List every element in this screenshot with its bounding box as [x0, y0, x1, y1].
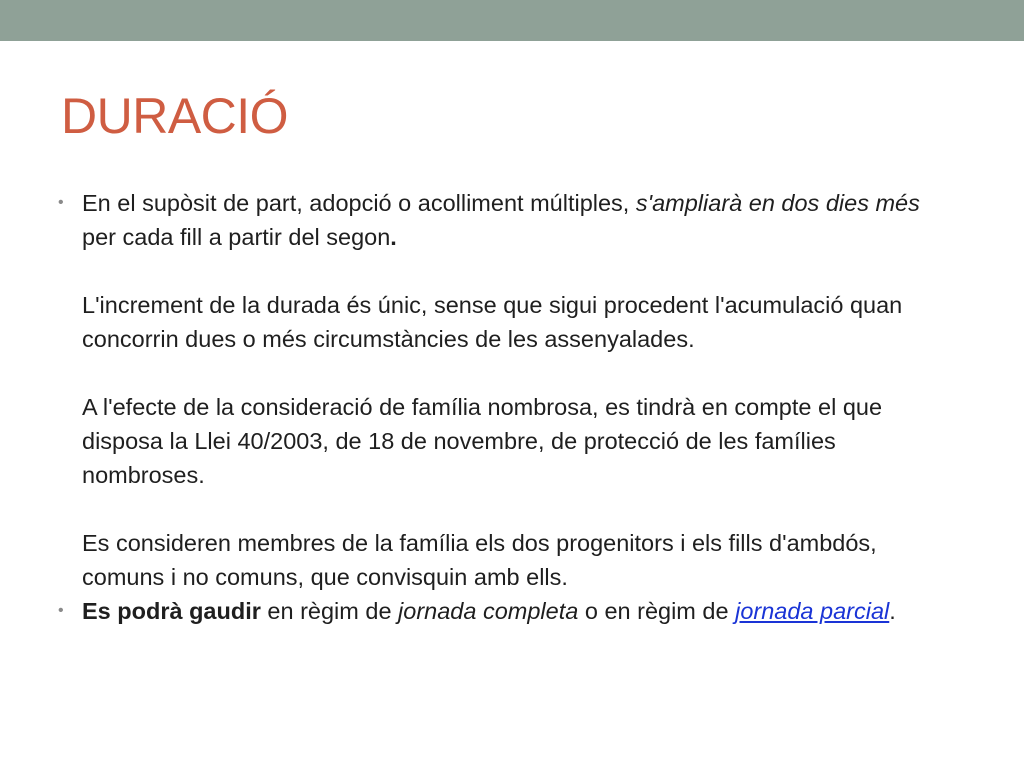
text-segment: En el supòsit de part, adopció o acolliment múltiples,: [82, 190, 636, 216]
paragraph-working-regime: [82, 594, 942, 628]
paragraph-large-family: A l'efecte de la consideració de família nombrosa, es tindrà en compte el que disposa la Llei 40/2003, de 18 de novembre, de protecció de les famílies nombroses.: [82, 394, 883, 488]
slide-title: DURACIÓ: [61, 88, 289, 144]
top-accent-bar: [0, 0, 1024, 41]
paragraph-increment-unique: L'increment de la durada és únic, sense que sigui procedent l'acumulació quan concorrin dues o més circumstàncies de les assenyalades.: [82, 292, 903, 352]
bullet-dot-icon: •: [58, 602, 64, 619]
emphasis-text: jornada completa: [398, 598, 579, 624]
text-segment: per cada fill a partir del segon: [82, 224, 391, 250]
paragraph-family-members: Es consideren membres de la família els dos progenitors i els fills d'ambdós, comuns i no comuns, que convisquin amb ells.: [82, 530, 877, 590]
bullet-item-working-regime: [58, 594, 942, 628]
link-jornada-parcial[interactable]: jornada parcial: [735, 598, 890, 624]
bullet-item-duration-extension: [58, 186, 942, 594]
paragraph-multiple-births: [82, 186, 942, 254]
text-segment: .: [889, 598, 896, 624]
bullet-list: [58, 186, 942, 628]
text-segment: en règim de: [260, 598, 399, 624]
emphasis-text: s'ampliarà en dos dies més: [635, 190, 920, 216]
strong-text: Es podrà gaudir: [82, 598, 261, 624]
text-segment: o en règim de: [578, 598, 736, 624]
bullet-dot-icon: •: [58, 194, 64, 211]
strong-period: .: [390, 224, 397, 250]
